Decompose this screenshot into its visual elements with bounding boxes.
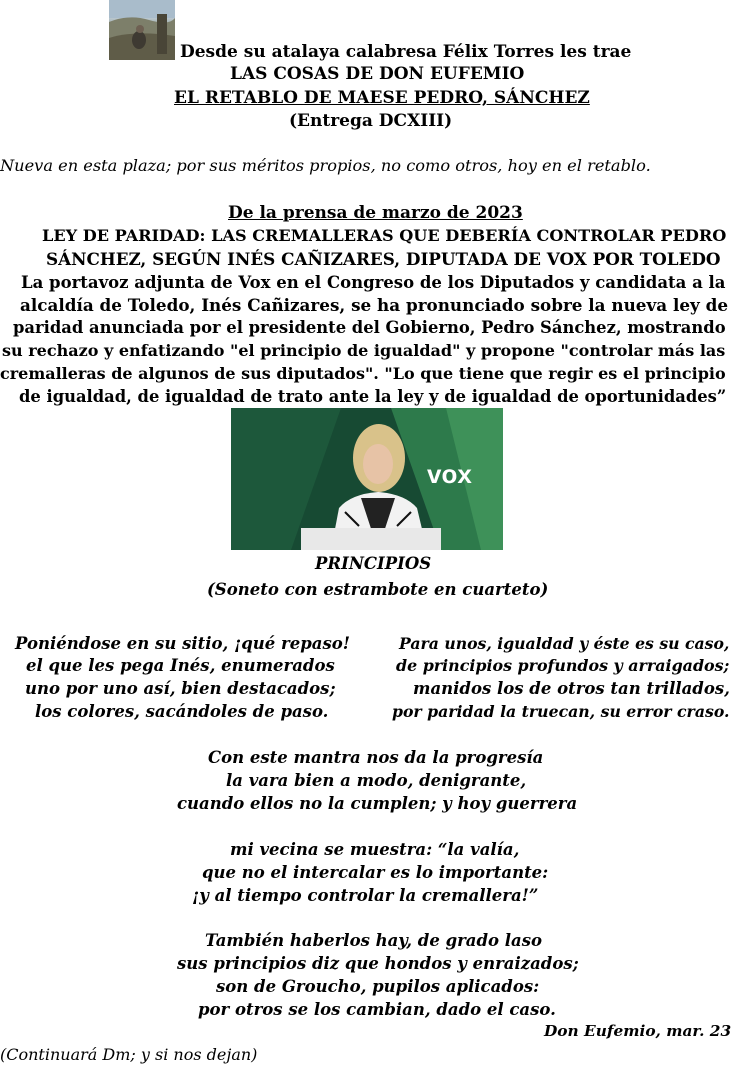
press-body-line: su rechazo y enfatizando "el principio de igualdad" y propone "controlar más las [2,341,726,360]
poem-subtitle: (Soneto con estrambote en cuarteto) [207,580,549,599]
author-photo [109,0,175,60]
poem-verse: Con este mantra nos da la progresía [208,748,544,767]
poem-verse: por otros se los cambian, dado el caso. [198,1000,556,1019]
poem-verse: También haberlos hay, de grado laso [205,931,543,950]
press-headline-line: LEY DE PARIDAD: LAS CREMALLERAS QUE DEBERÍA CONTROLAR PEDRO [42,226,727,245]
vox-logo: vox [427,459,472,489]
poem-title: PRINCIPIOS [315,554,432,573]
press-body-line: de igualdad, de igualdad de trato ante la ley y de igualdad de oportunidades” [19,387,727,406]
press-body-line: cremalleras de algunos de sus diputados". "Lo que tiene que regir es el principio [0,364,726,383]
poem-verse: que no el intercalar es lo importante: [202,863,549,882]
poem-verse: el que les pega Inés, enumerados [26,656,335,675]
press-body-line: alcaldía de Toledo, Inés Cañizares, se ha pronunciado sobre la nueva ley de [20,295,728,315]
press-source: De la prensa de marzo de 2023 [228,203,523,223]
poem-verse: los colores, sacándoles de paso. [35,702,329,721]
poem-verse: manidos los de otros tan trillados, [413,679,730,698]
press-headline-line: SÁNCHEZ, SEGÚN INÉS CAÑIZARES, DIPUTADA DE VOX POR TOLEDO [46,249,721,269]
footer-note: (Continuará Dm; y si nos dejan) [0,1045,258,1064]
poem-verse: Para unos, igualdad y éste es su caso, [399,634,730,653]
poem-signature: Don Eufemio, mar. 23 [544,1022,732,1040]
poem-verse: de principios profundos y arraigados; [396,656,730,675]
poem-verse: son de Groucho, pupilos aplicados: [216,977,540,996]
series-title: LAS COSAS DE DON EUFEMIO [230,64,525,84]
poem-verse: cuando ellos no la cumplen; y hoy guerrera [177,794,578,813]
poem-verse: la vara bien a modo, denigrante, [226,771,527,790]
poem-verse: Poniéndose en su sitio, ¡qué repaso! [15,634,350,653]
poem-verse: por paridad la truecan, su error craso. [392,702,730,721]
news-photo [231,408,503,550]
lead-in: Nueva en esta plaza; por sus méritos propios, no como otros, hoy en el retablo. [0,156,651,175]
poem-verse: uno por uno así, bien destacados; [25,679,336,698]
press-body-line: La portavoz adjunta de Vox en el Congreso de los Diputados y candidata a la [21,272,726,292]
poem-verse: ¡y al tiempo controlar la cremallera!” [192,886,539,905]
poem-verse: sus principios diz que hondos y enraizados; [177,954,579,973]
poem-verse: mi vecina se muestra: “la valía, [230,840,520,859]
installment-label: (Entrega DCXIII) [289,111,453,131]
column-title: EL RETABLO DE MAESE PEDRO, SÁNCHEZ [174,88,590,108]
header-intro: Desde su atalaya calabresa Félix Torres les trae [180,42,632,62]
press-body-line: paridad anunciada por el presidente del Gobierno, Pedro Sánchez, mostrando [13,318,726,337]
